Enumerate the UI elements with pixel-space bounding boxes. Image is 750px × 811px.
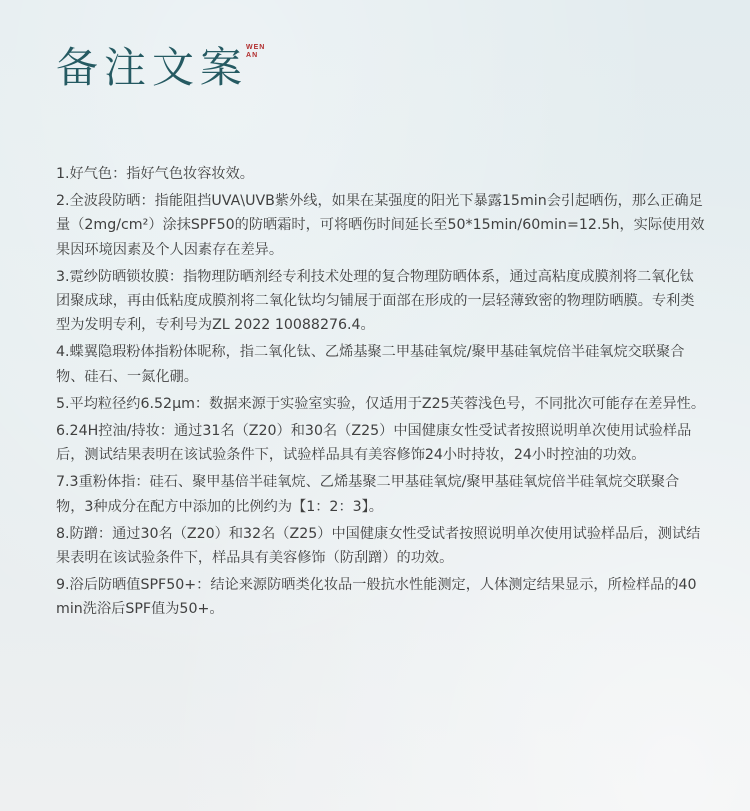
title-tag-line-1: WEN [246, 44, 266, 51]
note-item-2: 2.全波段防晒：指能阻挡UVA\UVB紫外线，如果在某强度的阳光下暴露15min会引起晒伤，那么正确足量（2mg/cm²）涂抹SPF50的防晒霜时，可将晒伤时间延长至50*15min/60min=12.5h，实际使用效果因环境因素及个人因素存在差异。 [56, 193, 705, 258]
page-title: 备注文案 [56, 43, 249, 92]
note-item-4: 4.蝶翼隐瑕粉体指粉体昵称，指二氧化钛、乙烯基聚二甲基硅氧烷/聚甲基硅氧烷倍半硅氧烷交联聚合物、硅石、一氮化硼。 [56, 344, 685, 385]
notes-list [56, 162, 706, 625]
title-block [56, 40, 265, 96]
note-item-8: 8.防蹭：通过30名（Z20）和32名（Z25）中国健康女性受试者按照说明单次使用试验样品后，测试结果表明在该试验条件下，样品具有美容修饰（防刮蹭）的功效。 [56, 525, 701, 567]
note-item-1: 1.好气色：指好气色妆容妆效。 [56, 166, 254, 182]
title-tag-line-2: AN [246, 52, 259, 59]
note-item-5: 5.平均粒径约6.52μm：数据来源于实验室实验，仅适用于Z25芙蓉浅色号，不同批次可能存在差异性。 [56, 395, 706, 412]
note-item-9: 9.浴后防晒值SPF50+：结论来源防晒类化妆品一般抗水性能测定，人体测定结果显示，所检样品的40min洗浴后SPF值为50+。 [56, 577, 697, 618]
note-item-6: 6.24H控油/持妆：通过31名（Z20）和30名（Z25）中国健康女性受试者按照说明单次使用试验样品后，测试结果表明在该试验条件下，试验样品具有美容修饰24小时持妆，24小时控油的功效。 [56, 423, 692, 464]
note-item-3: 3.霓纱防晒锁妆膜：指物理防晒剂经专利技术处理的复合物理防晒体系，通过高粘度成膜剂将二氧化钛团聚成球，再由低粘度成膜剂将二氧化钛均匀铺展于面部在形成的一层轻薄致密的物理防晒膜。专利类型为发明专利，专利号为ZL 2022 10088276.4。 [56, 268, 695, 334]
title-tag [246, 44, 265, 60]
note-item-7: 7.3重粉体指：硅石、聚甲基倍半硅氧烷、乙烯基聚二甲基硅氧烷/聚甲基硅氧烷倍半硅氧烷交联聚合物，3种成分在配方中添加的比例约为【1：2：3】。 [56, 474, 680, 515]
